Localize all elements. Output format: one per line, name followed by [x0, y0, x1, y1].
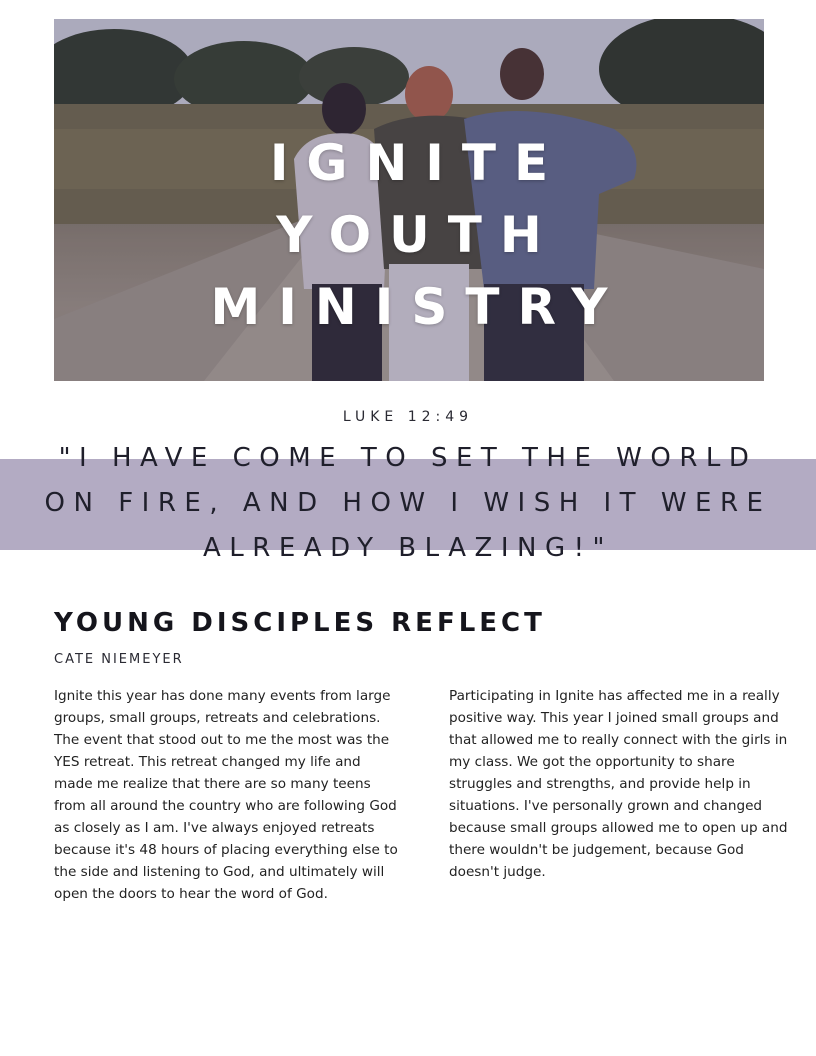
verse-quote: [0, 436, 816, 571]
hero-photo: [54, 19, 764, 381]
hero-title-line-3: MINISTRY: [210, 278, 626, 336]
verse-quote-line-1: "I HAVE COME TO SET THE WORLD: [58, 443, 758, 473]
article-column-left: Ignite this year has done many events from large groups, small groups, retreats and celebrations. The event that stood out to me the most was the YES retreat. This retreat changed my life and made me realize that there are so many teens from all around the country who are following God as closely as I am. I've always enjoyed retreats because it's 48 hours of placing everything else to the side and listening to God, and ultimately will open the doors to hear the word of God.: [54, 688, 398, 902]
author-name: CATE NIEMEYER: [54, 652, 184, 667]
verse-quote-line-2: ON FIRE, AND HOW I WISH IT WERE: [44, 488, 772, 518]
article-column-right: Participating in Ignite has affected me in a really positive way. This year I joined small groups and that allowed me to really connect with the girls in my class. We got the opportunity to share struggles and strengths, and provide help in situations. I've personally grown and changed because small groups allowed me to open up and there wouldn't be judgement, because God doesn't judge.: [449, 688, 788, 880]
section-title: YOUNG DISCIPLES REFLECT: [54, 608, 546, 638]
verse-quote-line-3: ALREADY BLAZING!": [203, 533, 613, 563]
verse-reference: LUKE 12:49: [342, 409, 474, 425]
hero-title: [54, 127, 764, 343]
hero-title-line-2: YOUTH: [276, 206, 560, 264]
hero-title-line-1: IGNITE: [269, 134, 567, 192]
